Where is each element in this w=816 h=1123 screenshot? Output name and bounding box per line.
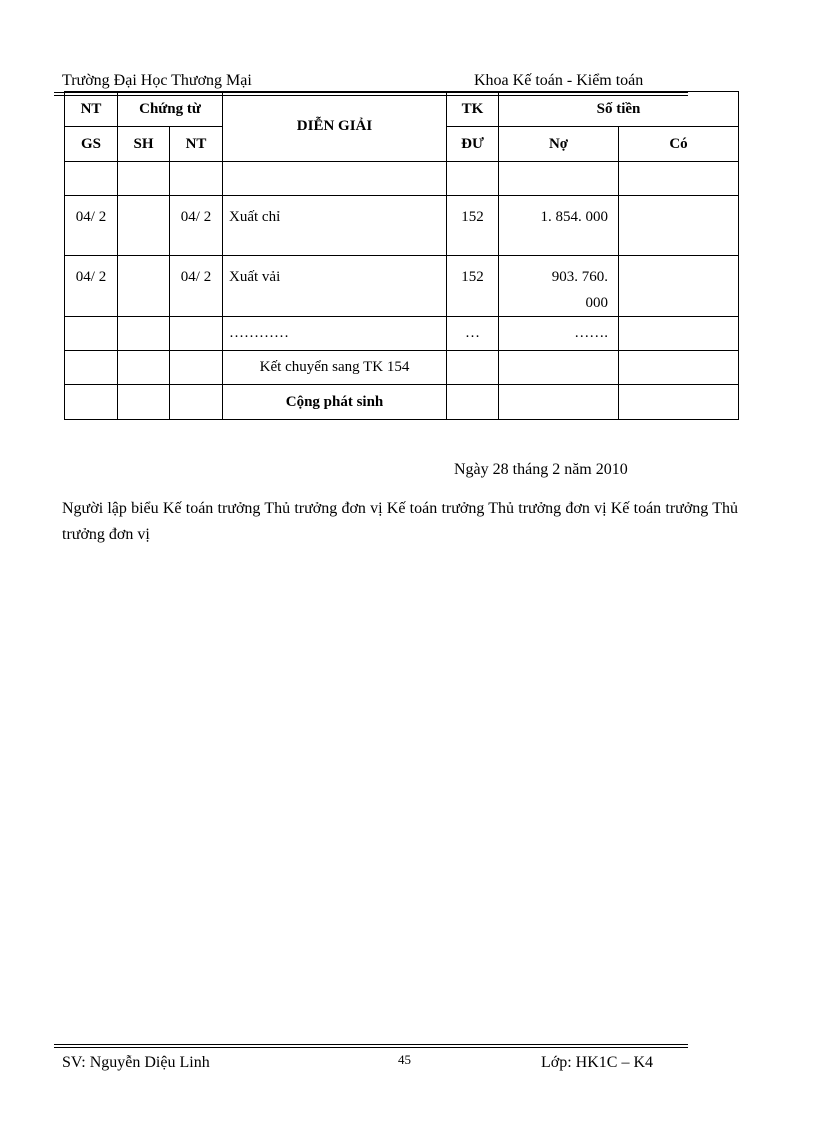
col-nt2-header: NT xyxy=(170,127,223,162)
cell-no: 903. 760. 000 xyxy=(499,256,619,317)
cell-co xyxy=(619,385,739,420)
col-chung-tu-header: Chứng từ xyxy=(118,92,223,127)
col-tk-header: TK xyxy=(447,92,499,127)
cell-dien-giai: ………… xyxy=(223,317,447,351)
table-row xyxy=(65,196,739,256)
cell-nt xyxy=(170,317,223,351)
cell-nt: 04/ 2 xyxy=(170,196,223,256)
cell-nt: 04/ 2 xyxy=(170,256,223,317)
cell-co xyxy=(619,196,739,256)
cell-tk xyxy=(447,385,499,420)
col-gs-header: GS xyxy=(65,127,118,162)
page-number: 45 xyxy=(398,1052,411,1067)
cell-nt-gs xyxy=(65,317,118,351)
col-dien-giai-header: DIỄN GIẢI xyxy=(223,92,447,162)
cell-co xyxy=(619,317,739,351)
footer-rule-bottom xyxy=(54,1047,688,1048)
cell-nt-gs xyxy=(65,385,118,420)
header-school: Trường Đại Học Thương Mại xyxy=(62,72,252,89)
cell-tk xyxy=(447,162,499,196)
footer-student: SV: Nguyễn Diệu Linh xyxy=(62,1054,210,1071)
cell-nt xyxy=(170,385,223,420)
cell-no: 1. 854. 000 xyxy=(499,196,619,256)
cell-co xyxy=(619,162,739,196)
table-row xyxy=(65,162,739,196)
cell-no xyxy=(499,385,619,420)
table-row xyxy=(65,317,739,351)
cell-sh xyxy=(118,162,170,196)
cell-dien-giai: Kết chuyển sang TK 154 xyxy=(223,351,447,385)
cell-no xyxy=(499,351,619,385)
cell-sh xyxy=(118,351,170,385)
table-row xyxy=(65,256,739,317)
col-nt-header: NT xyxy=(65,92,118,127)
cell-sh xyxy=(118,317,170,351)
footer-class: Lớp: HK1C – K4 xyxy=(541,1054,654,1071)
cell-tk xyxy=(447,351,499,385)
cell-nt-gs xyxy=(65,351,118,385)
cell-no: ……. xyxy=(499,317,619,351)
signature-block: Người lập biểu Kế toán trưởng Thủ trưởng đơn vị Kế toán trưởng Thủ trưởng đơn vị Kế toán trưởng Thủ trưởng đơn vị xyxy=(62,500,738,543)
cell-dien-giai xyxy=(223,162,447,196)
cell-nt-gs: 04/ 2 xyxy=(65,196,118,256)
cell-sh xyxy=(118,256,170,317)
col-sh-header: SH xyxy=(118,127,170,162)
cell-no xyxy=(499,162,619,196)
cell-nt xyxy=(170,162,223,196)
header-row-1 xyxy=(65,92,739,127)
cell-sh xyxy=(118,196,170,256)
col-no-header: Nợ xyxy=(499,127,619,162)
cell-co xyxy=(619,351,739,385)
col-co-header: Có xyxy=(619,127,739,162)
cell-co xyxy=(619,256,739,317)
cell-dien-giai: Xuất chỉ xyxy=(223,196,447,256)
table-row xyxy=(65,385,739,420)
header-faculty: Khoa Kế toán - Kiểm toán xyxy=(474,72,644,89)
cell-nt xyxy=(170,351,223,385)
cell-tk: 152 xyxy=(447,196,499,256)
cell-dien-giai-total: Cộng phát sinh xyxy=(223,385,447,420)
cell-tk: 152 xyxy=(447,256,499,317)
ledger-table xyxy=(64,91,739,420)
cell-dien-giai: Xuất vải xyxy=(223,256,447,317)
footer-rule-top xyxy=(54,1044,688,1045)
cell-nt-gs xyxy=(65,162,118,196)
date-line: Ngày 28 tháng 2 năm 2010 xyxy=(454,461,628,478)
col-du-header: ĐƯ xyxy=(447,127,499,162)
col-so-tien-header: Số tiền xyxy=(499,92,739,127)
cell-nt-gs: 04/ 2 xyxy=(65,256,118,317)
table-row xyxy=(65,351,739,385)
cell-sh xyxy=(118,385,170,420)
cell-tk: … xyxy=(447,317,499,351)
